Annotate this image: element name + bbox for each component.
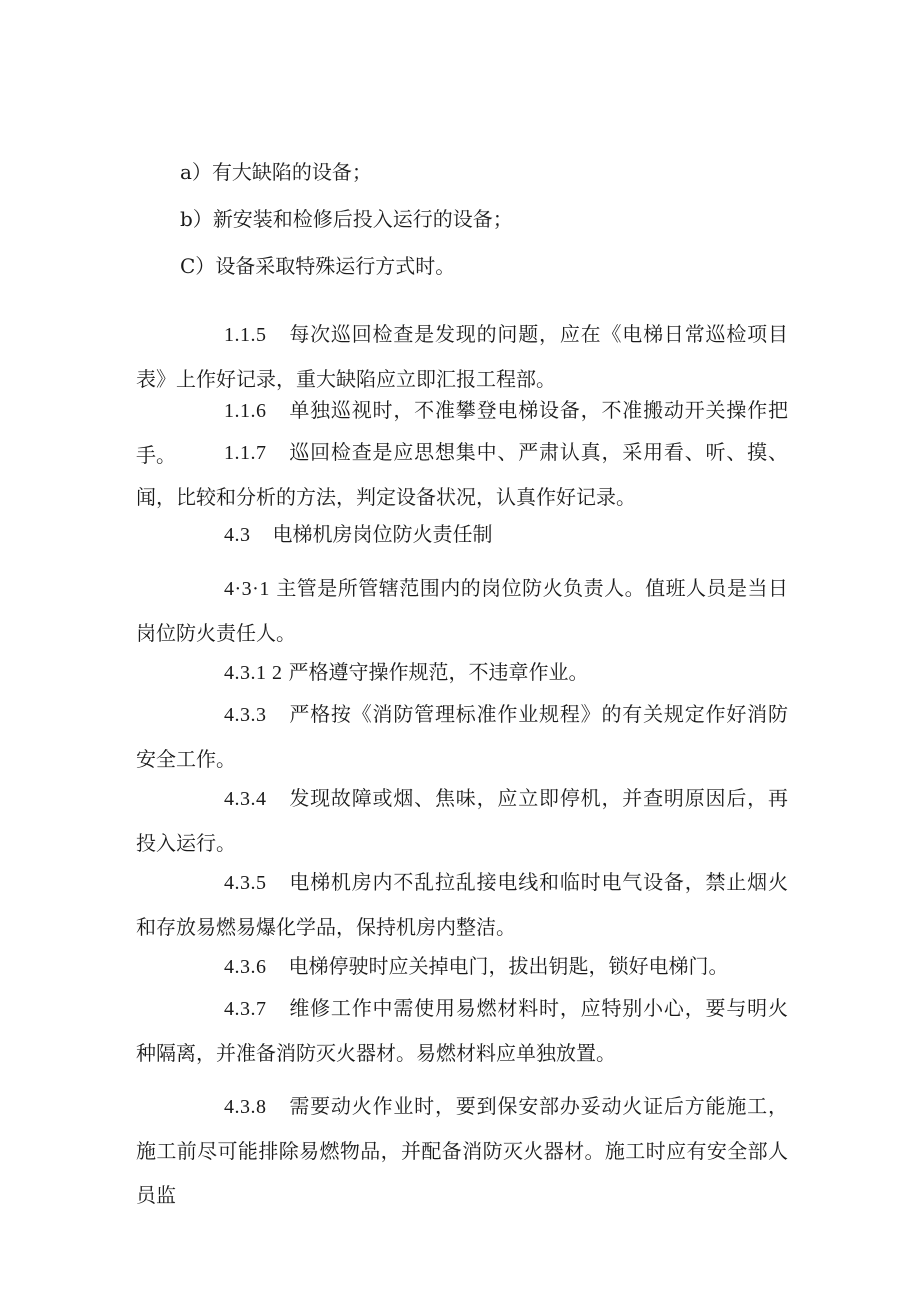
clause-text: 维修工作中需使用易燃材料时，应特别小心，要与明火种隔离，并准备消防灭火器材。易燃材料应单独放置。 bbox=[136, 996, 788, 1065]
clause-text: 严格遵守操作规范，不违章作业。 bbox=[288, 660, 589, 684]
clause-4-3-8 bbox=[136, 1084, 788, 1217]
clause-text: 单独巡视时，不准攀登电梯设备，不准搬动开关操作把手。 bbox=[136, 398, 788, 467]
clause-number: 1.1.5 bbox=[224, 324, 267, 346]
list-marker: b） bbox=[180, 207, 213, 231]
list-marker: C） bbox=[180, 254, 216, 278]
clause-text: 发现故障或烟、焦味，应立即停机，并查明原因后，再投入运行。 bbox=[136, 786, 788, 855]
clause-number: 4·3·1 bbox=[224, 578, 270, 600]
list-item-b bbox=[180, 207, 513, 231]
clause-text: 需要动火作业时，要到保安部办妥动火证后方能施工，施工前尽可能排除易燃物品，并配备消防灭火器材。施工时应有安全部人员监 bbox=[136, 1094, 788, 1207]
clause-1-1-7 bbox=[136, 430, 788, 519]
clause-text: 电梯停驶时应关掉电门，拔出钥匙，锁好电梯门。 bbox=[288, 954, 729, 978]
clause-number: 4.3.4 bbox=[224, 788, 267, 810]
list-text: 设备采取特殊运行方式时。 bbox=[215, 254, 456, 278]
section-title: 电梯机房岗位防火责任制 bbox=[272, 522, 493, 546]
clause-number: 4.3.8 bbox=[224, 1096, 267, 1118]
clause-text: 巡回检查是应思想集中、严肃认真，采用看、听、摸、闻，比较和分析的方法，判定设备状况，认真作好记录。 bbox=[136, 440, 788, 509]
list-text: 有大缺陷的设备； bbox=[211, 160, 372, 184]
clause-number: 4.3.6 bbox=[224, 956, 267, 978]
clause-4-3-1 bbox=[136, 566, 788, 655]
clause-4-3-1-2 bbox=[136, 650, 788, 695]
clause-number: 4.3.1 2 bbox=[224, 662, 283, 684]
list-item-a bbox=[180, 160, 372, 184]
clause-number: 4.3.5 bbox=[224, 872, 267, 894]
section-4-3-heading bbox=[136, 512, 788, 557]
list-text: 新安装和检修后投入运行的设备； bbox=[212, 207, 513, 231]
section-number: 4.3 bbox=[224, 524, 251, 546]
clause-4-3-5 bbox=[136, 860, 788, 949]
clause-text: 电梯机房内不乱拉乱接电线和临时电气设备，禁止烟火和存放易燃易爆化学品，保持机房内整洁。 bbox=[136, 870, 788, 939]
list-marker: a） bbox=[180, 160, 212, 184]
list-item-c bbox=[180, 254, 455, 278]
clause-4-3-3 bbox=[136, 692, 788, 781]
clause-number: 1.1.6 bbox=[224, 400, 267, 422]
clause-text: 每次巡回检查是发现的问题，应在《电梯日常巡检项目表》上作好记录，重大缺陷应立即汇报工程部。 bbox=[136, 322, 788, 391]
clause-4-3-7 bbox=[136, 986, 788, 1075]
clause-number: 4.3.7 bbox=[224, 998, 267, 1020]
clause-4-3-4 bbox=[136, 776, 788, 865]
clause-number: 1.1.7 bbox=[224, 442, 267, 464]
clause-4-3-6 bbox=[136, 944, 788, 989]
clause-text: 主管是所管辖范围内的岗位防火负责人。值班人员是当日岗位防火责任人。 bbox=[136, 576, 788, 645]
clause-number: 4.3.3 bbox=[224, 704, 267, 726]
clause-text: 严格按《消防管理标准作业规程》的有关规定作好消防安全工作。 bbox=[136, 702, 788, 771]
